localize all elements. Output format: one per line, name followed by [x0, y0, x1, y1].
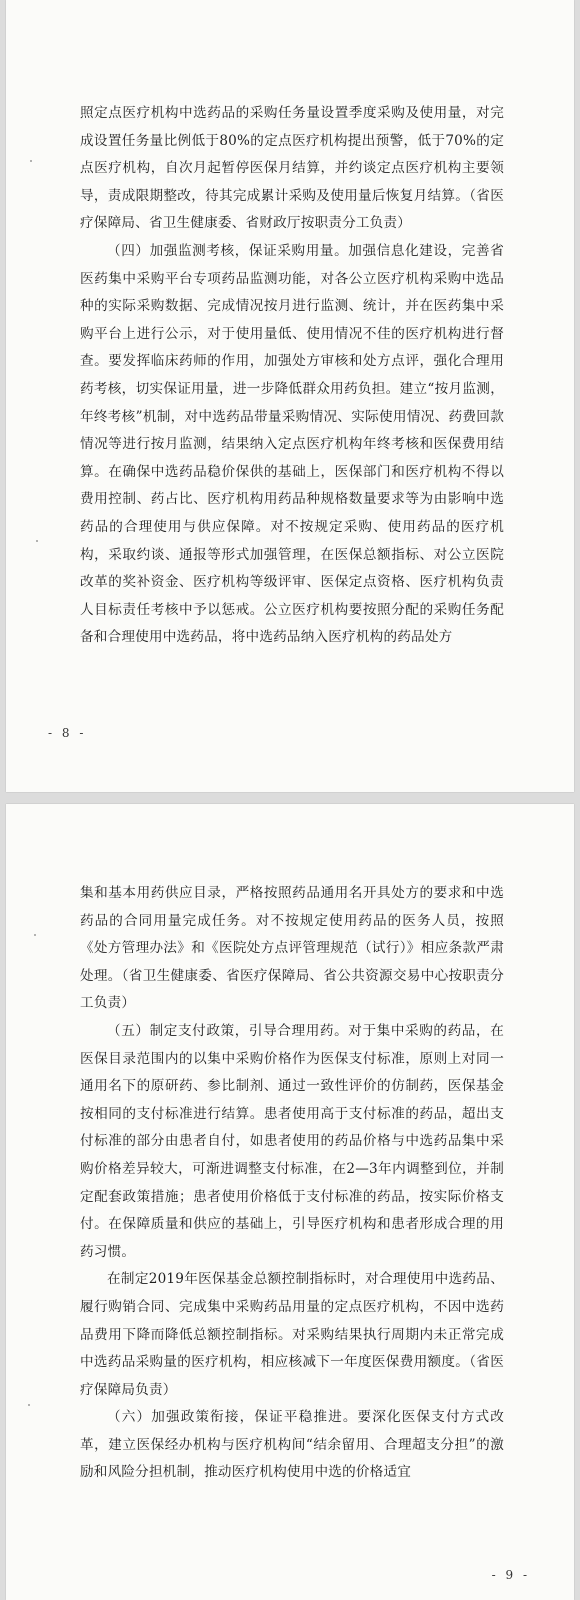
paragraph: （五）制定支付政策，引导合理用药。对于集中采购的药品，在医保目录范围内的以集中采购价格作为医保支付标准，原则上对同一通用名下的原研药、参比制剂、通过一致性评价的仿制药，医保基金按相同的支付标准进行结算。患者使用高于支付标准的药品，超出支付标准的部分由患者自付，如患者使用的药品价格与中选药品集中采购价格差异较大，可渐进调整支付标准，在2—3年内调整到位，并制定配套政策措施；患者使用价格低于支付标准的药品，按实际价格支付。在保障质量和供应的基础上，引导医疗机构和患者形成合理的用药习惯。	[80, 1022, 504, 1260]
page-number: - 9 -	[491, 1568, 530, 1582]
paragraph: （六）加强政策衔接，保证平稳推进。要深化医保支付方式改革，建立医保经办机构与医疗机构间“结余留用、合理超支分担”的激励和风险分担机制，推动医疗机构使用中选的价格适宜	[80, 1409, 504, 1481]
scan-speck	[30, 160, 32, 162]
paragraph: 在制定2019年医保基金总额控制指标时，对合理使用中选药品、履行购销合同、完成集中采购药品用量的定点医疗机构，不因中选药品费用下降而降低总额控制指标。对采购结果执行周期内未正常完成中选药品采购量的医疗机构，相应核减下一年度医保费用额度。（省医疗保障局负责）	[80, 1271, 504, 1398]
scan-speck	[36, 540, 38, 542]
page-body	[80, 880, 504, 1487]
paragraph: （四）加强监测考核，保证采购用量。加强信息化建设，完善省医药集中采购平台专项药品监测功能，对各公立医疗机构采购中选品种的实际采购数据、完成情况按月进行监测、统计，并在医药集中采购平台上进行公示，对于使用量低、使用情况不佳的医疗机构进行督查。要发挥临床药师的作用，加强处方审核和处方点评，强化合理用药考核，切实保证用量，进一步降低群众用药负担。建立“按月监测，年终考核”机制，对中选药品带量采购情况、实际使用情况、药费回款情况等进行按月监测，结果纳入定点医疗机构年终考核和医保费用结算。在确保中选药品稳价保供的基础上，医保部门和医疗机构不得以费用控制、药占比、医疗机构用药品种规格数量要求等为由影响中选药品的合理使用与供应保障。对不按规定采购、使用药品的医疗机构，采取约谈、通报等形式加强管理，在医保总额指标、对公立医院改革的奖补资金、医疗机构等级评审、医保定点资格、医疗机构负责人目标责任考核中予以惩戒。公立医疗机构要按照分配的采购任务配备和合理使用中选药品，将中选药品纳入医疗机构的药品处方	[80, 242, 504, 646]
document-page-8	[6, 0, 574, 792]
scan-speck	[28, 1404, 30, 1406]
scan-speck	[34, 934, 36, 936]
page-number: - 8 -	[48, 726, 87, 740]
paragraph: 照定点医疗机构中选药品的采购任务量设置季度采购及使用量，对完成设置任务量比例低于80%的定点医疗机构提出预警，低于70%的定点医疗机构，自次月起暂停医保月结算，并约谈定点医疗机构主要领导，责成限期整改，待其完成累计采购及使用量后恢复月结算。（省医疗保障局、省卫生健康委、省财政厅按职责分工负责）	[80, 105, 504, 232]
page-body	[80, 100, 504, 652]
paragraph: 集和基本用药供应目录，严格按照药品通用名开具处方的要求和中选药品的合同用量完成任务。对不按规定使用药品的医务人员，按照《处方管理办法》和《医院处方点评管理规范（试行）》相应条款严肃处理。（省卫生健康委、省医疗保障局、省公共资源交易中心按职责分工负责）	[80, 885, 504, 1012]
document-page-9	[6, 804, 574, 1600]
